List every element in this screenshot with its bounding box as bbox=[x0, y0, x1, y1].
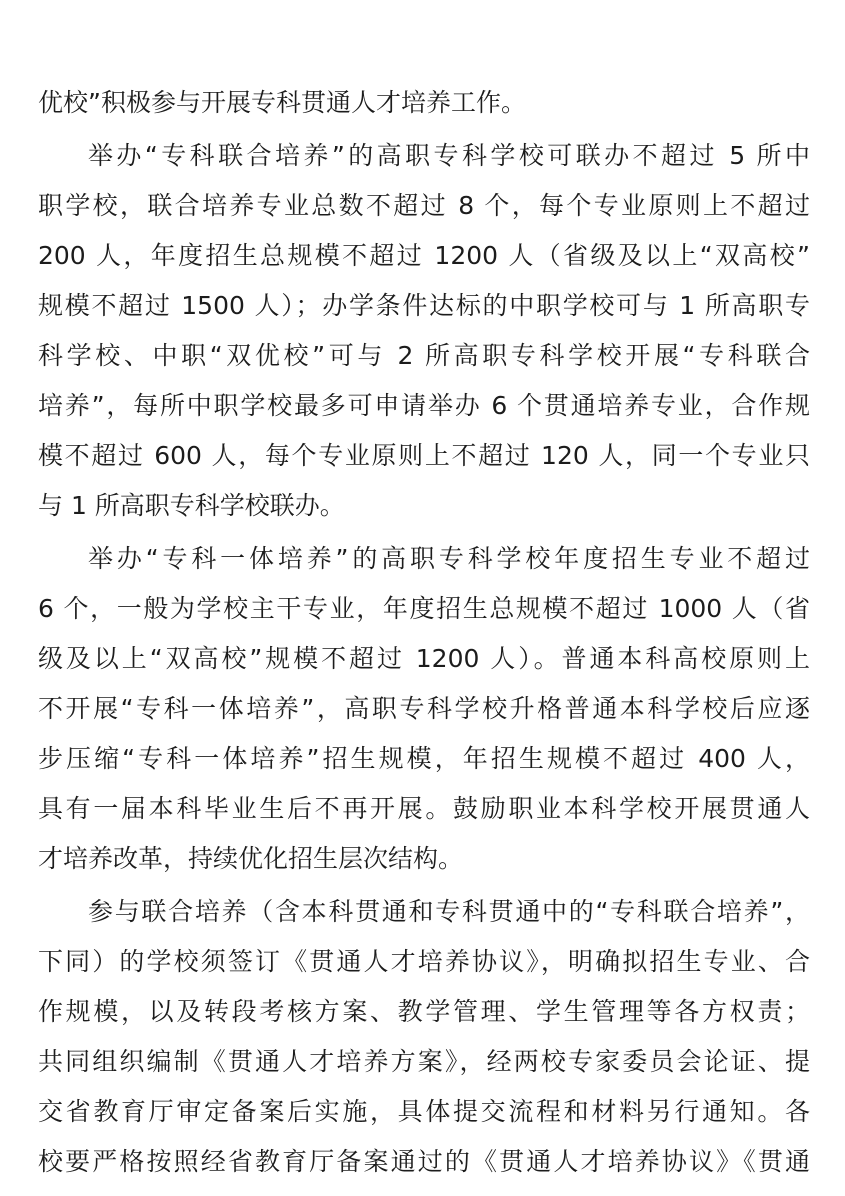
text-line: 6 个，一般为学校主干专业，年度招生总规模不超过 1000 人（省 bbox=[38, 594, 810, 623]
text-line: 不开展“专科一体培养”，高职专科学校升格普通本科学校后应逐 bbox=[38, 694, 810, 723]
paragraph-1 bbox=[38, 78, 810, 128]
text-line: 交省教育厅审定备案后实施，具体提交流程和材料另行通知。各 bbox=[38, 1097, 810, 1126]
text-line: 与 1 所高职专科学校联办。 bbox=[38, 491, 345, 520]
text-line: 校要严格按照经省教育厅备案通过的《贯通人才培养协议》《贯通 bbox=[38, 1147, 810, 1176]
text-line: 举办“专科联合培养”的高职专科学校可联办不超过 5 所中 bbox=[88, 141, 810, 170]
paragraph-3 bbox=[38, 534, 810, 884]
text-line: 优校”积极参与开展专科贯通人才培养工作。 bbox=[38, 88, 526, 117]
text-line: 科学校、中职“双优校”可与 2 所高职专科学校开展“专科联合 bbox=[38, 341, 810, 370]
text-line: 作规模，以及转段考核方案、教学管理、学生管理等各方权责； bbox=[38, 997, 810, 1026]
text-line: 参与联合培养（含本科贯通和专科贯通中的“专科联合培养”， bbox=[88, 897, 810, 926]
text-line: 规模不超过 1500 人）；办学条件达标的中职学校可与 1 所高职专 bbox=[38, 291, 810, 320]
text-line: 200 人，年度招生总规模不超过 1200 人（省级及以上“双高校” bbox=[38, 241, 810, 270]
text-line: 步压缩“专科一体培养”招生规模，年招生规模不超过 400 人， bbox=[38, 744, 810, 773]
text-line: 举办“专科一体培养”的高职专科学校年度招生专业不超过 bbox=[88, 544, 810, 573]
text-line: 共同组织编制《贯通人才培养方案》，经两校专家委员会论证、提 bbox=[38, 1047, 810, 1076]
text-line: 职学校，联合培养专业总数不超过 8 个，每个专业原则上不超过 bbox=[38, 191, 810, 220]
text-line: 具有一届本科毕业生后不再开展。鼓励职业本科学校开展贯通人 bbox=[38, 794, 810, 823]
text-line: 模不超过 600 人，每个专业原则上不超过 120 人，同一个专业只 bbox=[38, 441, 810, 470]
text-line: 下同）的学校须签订《贯通人才培养协议》，明确拟招生专业、合 bbox=[38, 947, 810, 976]
text-line: 培养”，每所中职学校最多可申请举办 6 个贯通培养专业，合作规 bbox=[38, 391, 810, 420]
paragraph-4 bbox=[38, 887, 810, 1187]
document-page bbox=[38, 78, 810, 1187]
text-line: 级及以上“双高校”规模不超过 1200 人）。普通本科高校原则上 bbox=[38, 644, 810, 673]
text-line: 才培养改革，持续优化招生层次结构。 bbox=[38, 844, 464, 873]
paragraph-2 bbox=[38, 131, 810, 531]
